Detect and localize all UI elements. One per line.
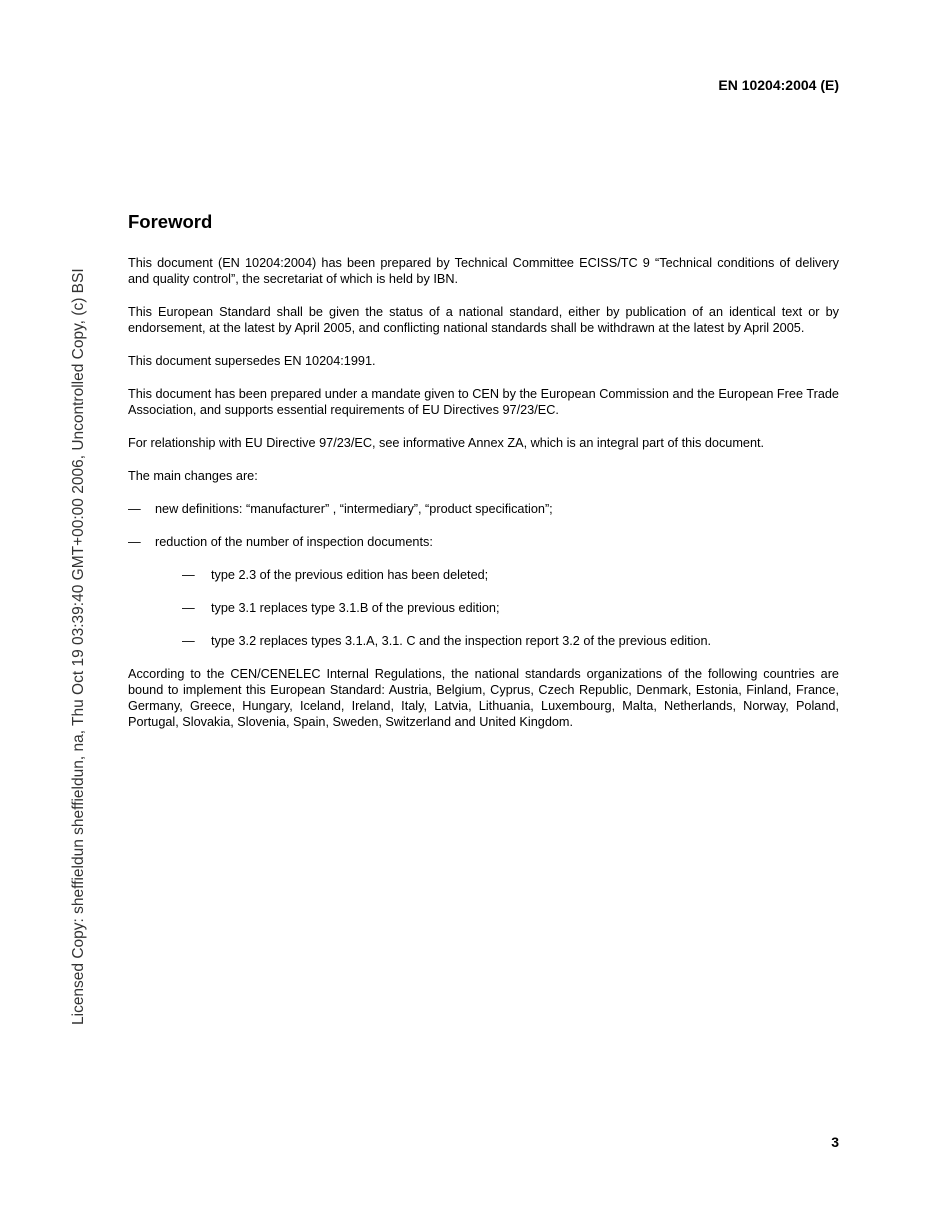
sublist-item-text: type 2.3 of the previous edition has been deleted; [211, 568, 489, 582]
sublist-item [182, 567, 839, 583]
dash-bullet: — [128, 535, 141, 549]
document-id-header: EN 10204:2004 (E) [718, 77, 839, 93]
dash-bullet: — [128, 502, 141, 516]
foreword-section [128, 210, 839, 730]
section-title: Foreword [128, 211, 213, 232]
list-item [128, 534, 839, 649]
dash-bullet: — [182, 634, 195, 648]
list-item-text: new definitions: “manufacturer” , “intermediary”, “product specification”; [155, 502, 553, 516]
paragraph-mandate: This document has been prepared under a mandate given to CEN by the European Commission and the European Free Trade Association, and supports essential requirements of EU Directives 97/23/EC. [128, 387, 839, 417]
paragraph-committee: This document (EN 10204:2004) has been prepared by Technical Committee ECISS/TC 9 “Technical conditions of delivery and quality control”, the secretariat of which is held by IBN. [128, 256, 839, 286]
main-changes-list [128, 501, 839, 649]
paragraph-annex-relationship: For relationship with EU Directive 97/23/EC, see informative Annex ZA, which is an integral part of this document. [128, 436, 765, 450]
dash-bullet: — [182, 568, 195, 582]
list-item-text: reduction of the number of inspection documents: [155, 535, 433, 549]
sublist-item [182, 633, 839, 649]
sublist-item [182, 600, 839, 616]
paragraph-cen-regulations: According to the CEN/CENELEC Internal Regulations, the national standards organizations of the following countries are bound to implement this European Standard: Austria, Belgium, Cyprus, Czech Republic, Denmark, Estonia, Finland, France, Germany, Greece, Hungary, Iceland, Ireland, Italy, Latvia, Lithuania, Luxembourg, Malta, Netherlands, Norway, Poland, Portugal, Slovakia, Slovenia, Spain, Sweden, Switzerland and United Kingdom. [128, 667, 839, 729]
inspection-documents-sublist [155, 567, 839, 649]
license-watermark: Licensed Copy: sheffieldun sheffieldun, na, Thu Oct 19 03:39:40 GMT+00:00 2006, Uncontrolled Copy, (c) BSI [70, 268, 87, 1025]
sublist-item-text: type 3.1 replaces type 3.1.B of the previous edition; [211, 601, 500, 615]
paragraph-supersedes: This document supersedes EN 10204:1991. [128, 354, 376, 368]
page-number: 3 [831, 1134, 839, 1150]
sublist-item-text: type 3.2 replaces types 3.1.A, 3.1. C and the inspection report 3.2 of the previous edition. [211, 634, 712, 648]
list-item [128, 501, 839, 517]
paragraph-national-status: This European Standard shall be given the status of a national standard, either by publication of an identical text or by endorsement, at the latest by April 2005, and conflicting national standards shall be withdrawn at the latest by April 2005. [128, 305, 839, 335]
dash-bullet: — [182, 601, 195, 615]
paragraph-main-changes-intro: The main changes are: [128, 469, 258, 483]
